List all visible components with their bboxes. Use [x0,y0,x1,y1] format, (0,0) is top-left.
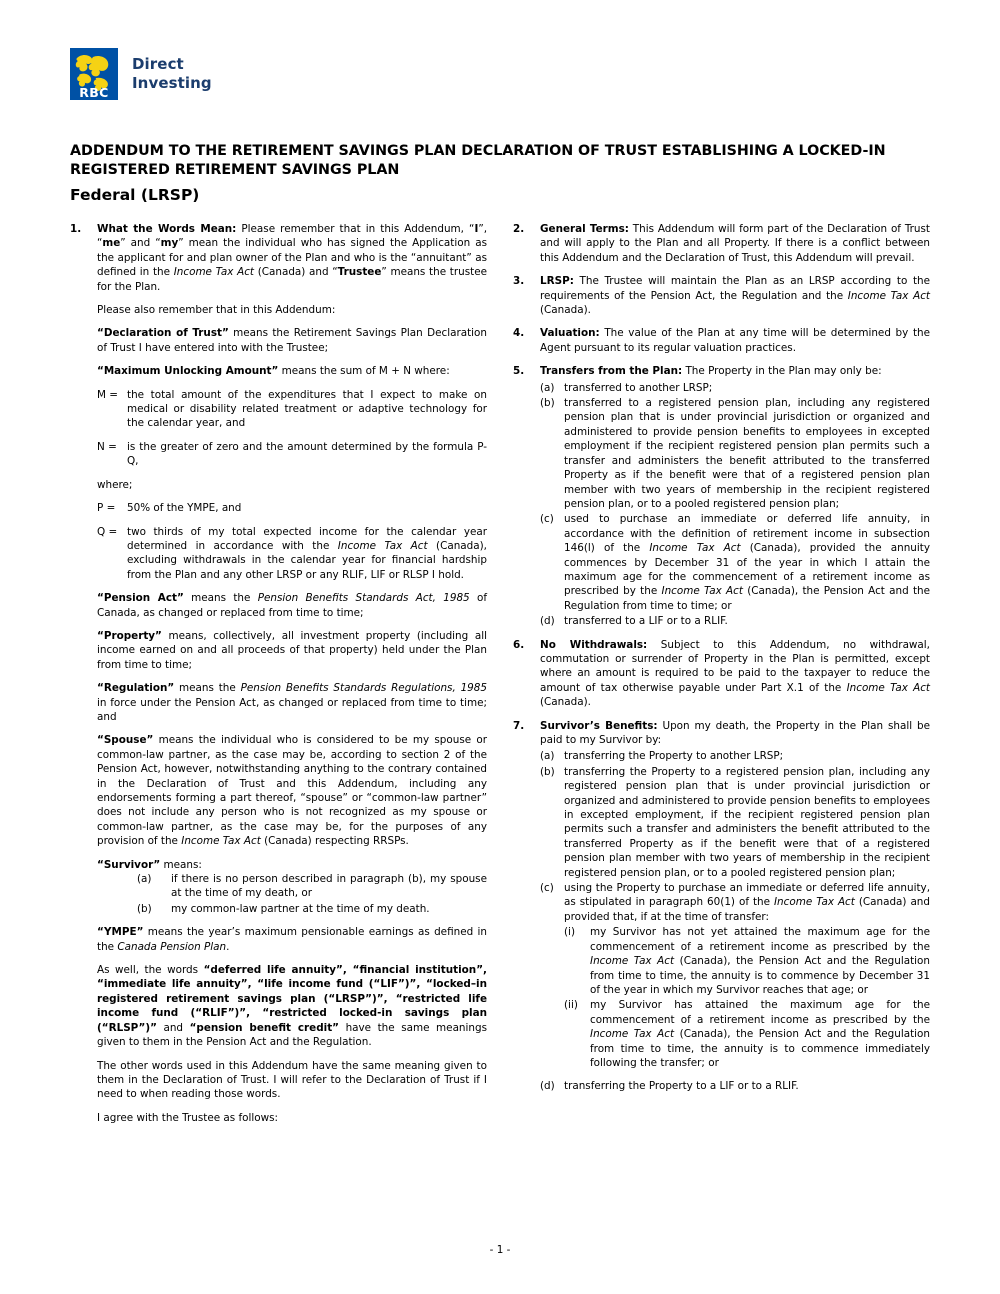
clause-4-body [540,326,930,355]
clause-7-item-c-label: (c) [540,882,554,895]
clause-7-item-d-label: (d) [540,1080,555,1093]
clause-5-item-c-text [564,512,930,613]
clause-5-item-b [540,396,930,511]
clause-6-text-b: (Canada). [540,696,591,709]
clause-3-number: 3. [513,275,525,288]
def-spouse [97,733,487,848]
brand-line-1: Direct [132,54,184,73]
clause-7-item-b-text: transferring the Property to a registered pension plan, including any registered pension plan that is under provincial jurisdiction or organized and administered to provide pension benefits to employees in excepted employment, if the recipient registered pension plan permits such a transfer and administers the benefit attributed to the transferred Property as if the benefit were that of a registered pension plan member with two years of membership in the recipient registered pension plan, or to a pooled registered pension plan; [564,765,930,879]
def-regulation-term: “Regulation” [97,682,175,695]
def-ympe-term: “YMPE” [97,926,144,939]
as-well-text-a: As well, the words [97,964,204,977]
clause-5-item-c-italic-1: Income Tax Act [649,542,741,555]
clause-2-number: 2. [513,223,525,235]
vardef-N-value: is the greater of zero and the amount determined by the formula P-Q, [127,440,487,468]
clause-2-text: This Addendum will form part of the Declaration of Trust and will apply to the Plan and all Property. If there is a conflict between this Addendum and the Declaration of Trust, this Addendum will prevail. [540,223,930,264]
clause-5-body [540,364,930,378]
clause-5-heading: Transfers from the Plan: [540,365,683,378]
agree-paragraph: I agree with the Trustee as follows: [97,1111,279,1124]
clause-7-item-a-text: transferring the Property to another LRSP; [564,750,784,763]
ita-income-tax-act-2: Income Tax Act [337,539,428,552]
clause-7-number: 7. [513,719,525,732]
def-max-term: “Maximum Unlocking Amount” [97,365,279,378]
vardef-N [97,440,487,469]
clause-1-number: 1. [70,223,82,235]
page-number: - 1 - [489,1244,511,1256]
clause-5-item-b-label: (b) [540,397,555,410]
ita-income-tax-act-1: Income Tax Act [173,266,255,279]
as-well-bold-terms: “deferred life annuity”, “financial institution”, “immediate life annuity”, “life income fund (“LIF”)”, “locked–in registered retirement savings plan (“LRSP”)”, “restricted life income fund (“RLIF”)”, “restricted locked-in savings plan (“RLSP”)” [97,964,487,1034]
page-footer [0,1244,1000,1256]
def-pension-italic: Pension Benefits Standards Act, 1985 [257,592,470,605]
clause-7-item-c-italic: Income Tax Act [773,896,855,909]
def-property-text: means, collectively, all investment property (including all income earned on and all proceeds of that property) held under the Plan from time to time; [97,629,487,671]
clause-6-text-a: Subject to this Addendum, no withdrawal, commutation or surrender of Property in the Plan is permitted, except where an amount is required to be paid to the taxpayer to reduce the amount of tax otherwise payable under Part X.1 of the [540,638,930,694]
clause-2 [513,222,930,265]
def-regulation-text-a: means the [174,682,241,695]
survivor-item-a [137,872,487,901]
def-survivor [97,858,487,872]
vardef-M-key: M = [97,388,118,401]
clause-1-intro-a: Please remember that in this Addendum, “ [236,223,475,235]
clause-4-heading: Valuation: [540,327,600,340]
clause-1-definitions [97,303,487,1125]
clause-6 [513,638,930,710]
clause-7-item-c-text-a: using the Property to purchase an immediate or deferred life annuity, as stipulated in paragraph 60(1) of the [564,882,930,909]
clause-5-item-a-label: (a) [540,381,555,394]
clause-3-text-a: The Trustee will maintain the Plan as an LRSP according to the requirements of the Pension Act, the Regulation and the [540,275,930,302]
def-regulation [97,681,487,724]
vardef-M [97,388,487,431]
clause-1-intro-c: ” and “ [120,237,161,250]
as-well-bold-terms-2: “pension benefit credit” [189,1021,340,1034]
vardef-P-key: P = [97,502,116,515]
clause-5-number: 5. [513,365,525,378]
as-well-paragraph [97,963,487,1049]
clause-1-heading: What the Words Mean: [97,223,237,235]
brand-wordmark [132,55,212,93]
survivor-list [137,872,487,916]
def-declaration-of-trust [97,326,487,355]
clause-1 [70,222,487,294]
document-subtitle: Federal (LRSP) [70,186,200,204]
def-property [97,629,487,672]
as-well-mid: and [156,1021,190,1034]
brand-line-2: Investing [132,74,212,92]
clause-7-item-c-text-b: (Canada) and provided that, if at the time of transfer: [564,896,930,923]
def-survivor-text: means: [160,858,202,871]
def-regulation-italic: Pension Benefits Standards Regulations, 1985 [240,682,488,695]
vardef-M-value: the total amount of the expenditures that I expect to make on medical or disability related treatment or adaptive technology for the calendar year, and [127,388,487,430]
as-well-text-b: have the same meanings given to them in the Pension Act and the Regulation. [97,1021,488,1049]
def-pension-text-a: means the [183,592,258,605]
vardef-Q-key: Q = [97,525,118,538]
def-ympe [97,925,487,954]
clause-7-item-b-label: (b) [540,765,555,778]
def-survivor-term: “Survivor” [97,858,161,871]
clause-5-item-d-text: transferred to a LIF or to a RLIF. [564,615,728,628]
survivor-item-b [137,902,487,916]
def-ympe-text-b: . [226,940,230,953]
def-declaration-text: means the Retirement Savings Plan Declaration of Trust I have entered into with the Trustee; [97,327,487,354]
term-trustee: Trustee [337,266,382,279]
clause-1-intro-b: ”, “ [97,223,487,250]
def-spouse-italic: Income Tax Act [181,835,261,848]
clause-7-item-c-ii-label: (ii) [564,999,578,1012]
clause-7-item-c [540,881,930,924]
vardef-N-key: N = [97,440,117,453]
survivor-item-a-text: if there is no person described in paragraph (b), my spouse at the time of my death, or [171,873,487,900]
clause-7-text: Upon my death, the Property in the Plan shall be paid to my Survivor by: [540,719,930,746]
clause-7-item-c-i-italic: Income Tax Act [590,955,675,968]
clause-2-body [540,222,930,265]
clause-7-heading: Survivor’s Benefits: [540,719,658,732]
rbc-shield-logo [70,48,118,100]
survivor-item-b-text: my common-law partner at the time of my death. [171,902,430,915]
clause-5-item-d [540,614,930,628]
clause-1-intro-e: (Canada) and “ [254,266,338,279]
vardef-P-value: 50% of the YMPE, and [127,502,242,515]
other-words-paragraph: The other words used in this Addendum have the same meaning given to them in the Declaration of Trust. I will refer to the Declaration of Trust if I need to when reading those words. [97,1059,487,1101]
def-declaration-term: “Declaration of Trust” [97,327,229,340]
clause-5-item-c [540,512,930,613]
clause-7-item-c-i-text-a: my Survivor has not yet attained the maximum age for the commencement of a retirement income as prescribed by the [590,926,930,953]
where-label: where; [97,478,133,491]
survivor-item-a-label: (a) [137,873,152,886]
clause-7-item-c-i-text [590,925,930,997]
def-spouse-text-b: (Canada) respecting RRSPs. [260,835,409,848]
clause-6-italic: Income Tax Act [846,681,930,694]
clause-3-heading: LRSP: [540,275,574,288]
document-title: ADDENDUM TO THE RETIREMENT SAVINGS PLAN DECLARATION OF TRUST ESTABLISHING A LOCKED-IN REGISTERED RETIREMENT SAVINGS PLAN [70,143,886,179]
clause-7 [513,719,930,748]
clause-7-item-a [540,749,930,763]
clause-6-heading: No Withdrawals: [540,638,648,651]
clause-5-item-d-label: (d) [540,615,555,628]
def-ympe-text-a: means the year’s maximum pensionable earnings as defined in the [97,926,487,953]
clause-6-number: 6. [513,638,525,651]
clause-3 [513,274,930,317]
clause-5-item-c-text-c: (Canada), the Pension Act and the Regulation from time to time; or [564,585,931,612]
def-spouse-term: “Spouse” [97,734,154,747]
clause-4-text: The value of the Plan at any time will be determined by the Agent pursuant to its regular valuation practices. [540,327,930,354]
svg-text:RBC: RBC [79,85,109,100]
clause-5-item-a [540,381,930,395]
term-me: me [102,237,121,250]
clause-5-text: The Property in the Plan may only be: [682,365,882,378]
clause-7-item-c-i-text-b: (Canada), the Pension Act and the Regulation from time to time, the annuity is to commence by December 31 of the year in which my Survivor reaches that age; or [590,955,930,996]
clause-3-body [540,274,930,317]
clause-7-list [540,749,930,1093]
vardef-P [97,501,487,515]
def-maximum-unlocking-amount [97,364,487,378]
clause-7-item-c-text [564,881,930,924]
clause-6-body [540,638,930,710]
def-regulation-text-b: in force under the Pension Act, as changed or replaced from time to time; and [97,696,487,723]
vardef-Q [97,525,487,583]
clause-5 [513,364,930,378]
clause-7-item-c-ii [564,998,930,1070]
clause-7-item-c-i-label: (i) [564,926,575,939]
vardef-Q-value: two thirds of my total expected income for the calendar year determined in accordance with the Income Tax Act (Canada), excluding withdrawals in the calendar year for financial hardship from the Plan and any other LRSP or any RLIF, LIF or RLSP I hold. [127,525,487,581]
clause-7-item-a-label: (a) [540,750,555,763]
def-max-text: means the sum of M + N where: [278,365,450,378]
def-spouse-text-a: means the individual who is considered to be my spouse or common-law partner, as the case may be, according to section 2 of the Pension Act, however, notwithstanding anything to the contrary contained in the Declaration of Trust and this Addendum, including any endorsements forming a part thereof, “spouse” or “common-law partner” does not include any person who is not recognized as my spouse or common-law partner, as the case may be, for the purposes of any provision of the [97,734,487,848]
term-i: I [474,223,479,235]
clause-5-item-a-text: transferred to another LRSP; [564,381,713,394]
def-ympe-italic: Canada Pension Plan [117,940,227,953]
clause-1-intro-d: ” mean the individual who has signed the Application as the applicant for and plan owner of the Plan and who is the “annuitant” as defined in the [97,237,487,279]
clause-3-text-b: (Canada). [540,304,591,317]
clause-7-item-c-ii-italic: Income Tax Act [590,1028,675,1041]
clause-5-item-c-italic-2: Income Tax Act [661,585,743,598]
clause-5-item-b-text: transferred to a registered pension plan, including any registered pension plan that is under provincial jurisdiction or organized and administered to provide pension benefits to employees in excepted employment if the recipient registered pension plan permits such a transfer and administers the benefit attributed to the transferred Property as if the benefit were that of a registered pension plan member with two years of membership in the recipient registered pension plan, or to a pooled registered pension plan; [564,397,930,510]
clause-5-item-c-text-b: (Canada), provided the annuity commences by December 31 of the year in which I attain the maximum age for the commencement of a retirement income as prescribed by the [564,542,930,598]
right-column [513,222,930,1095]
def-pension-term: “Pension Act” [97,592,184,605]
clause-1-intro-f: ” means the trustee for the Plan. [97,266,487,293]
clause-5-item-c-text-a: used to purchase an immediate or deferred life annuity, in accordance with the definition of retirement income in subsection 146(l) of the [564,513,930,555]
term-my: my [160,237,179,250]
also-remember-para: Please also remember that in this Addendum: [97,304,336,317]
clause-7-item-b [540,765,930,880]
left-column [70,222,487,1134]
clause-7-body [540,719,930,748]
clause-5-list [540,381,930,629]
clause-1-body [97,222,487,294]
survivor-item-b-label: (b) [137,902,152,915]
clause-3-italic: Income Tax Act [847,289,930,302]
clause-4 [513,326,930,355]
clause-5-item-c-label: (c) [540,513,554,526]
brand-header [70,48,212,100]
clause-7-item-c-ii-text-a: my Survivor has attained the maximum age for the commencement of a retirement income as prescribed by the [590,999,930,1026]
clause-7-item-c-ii-text [590,998,930,1070]
def-property-term: “Property” [97,629,162,642]
clause-7-item-d-text: transferring the Property to a LIF or to a RLIF. [564,1080,799,1093]
clause-7-item-c-i [564,925,930,997]
clause-2-heading: General Terms: [540,223,629,235]
clause-7-item-d [540,1079,930,1093]
def-pension-text-b: of Canada, as changed or replaced from time to time; [97,592,488,619]
def-pension-act [97,591,487,620]
clause-4-number: 4. [513,327,525,340]
clause-7-item-c-ii-text-b: (Canada), the Pension Act and the Regulation from time to time, the annuity is to commence immediately following the transfer; or [590,1028,930,1069]
